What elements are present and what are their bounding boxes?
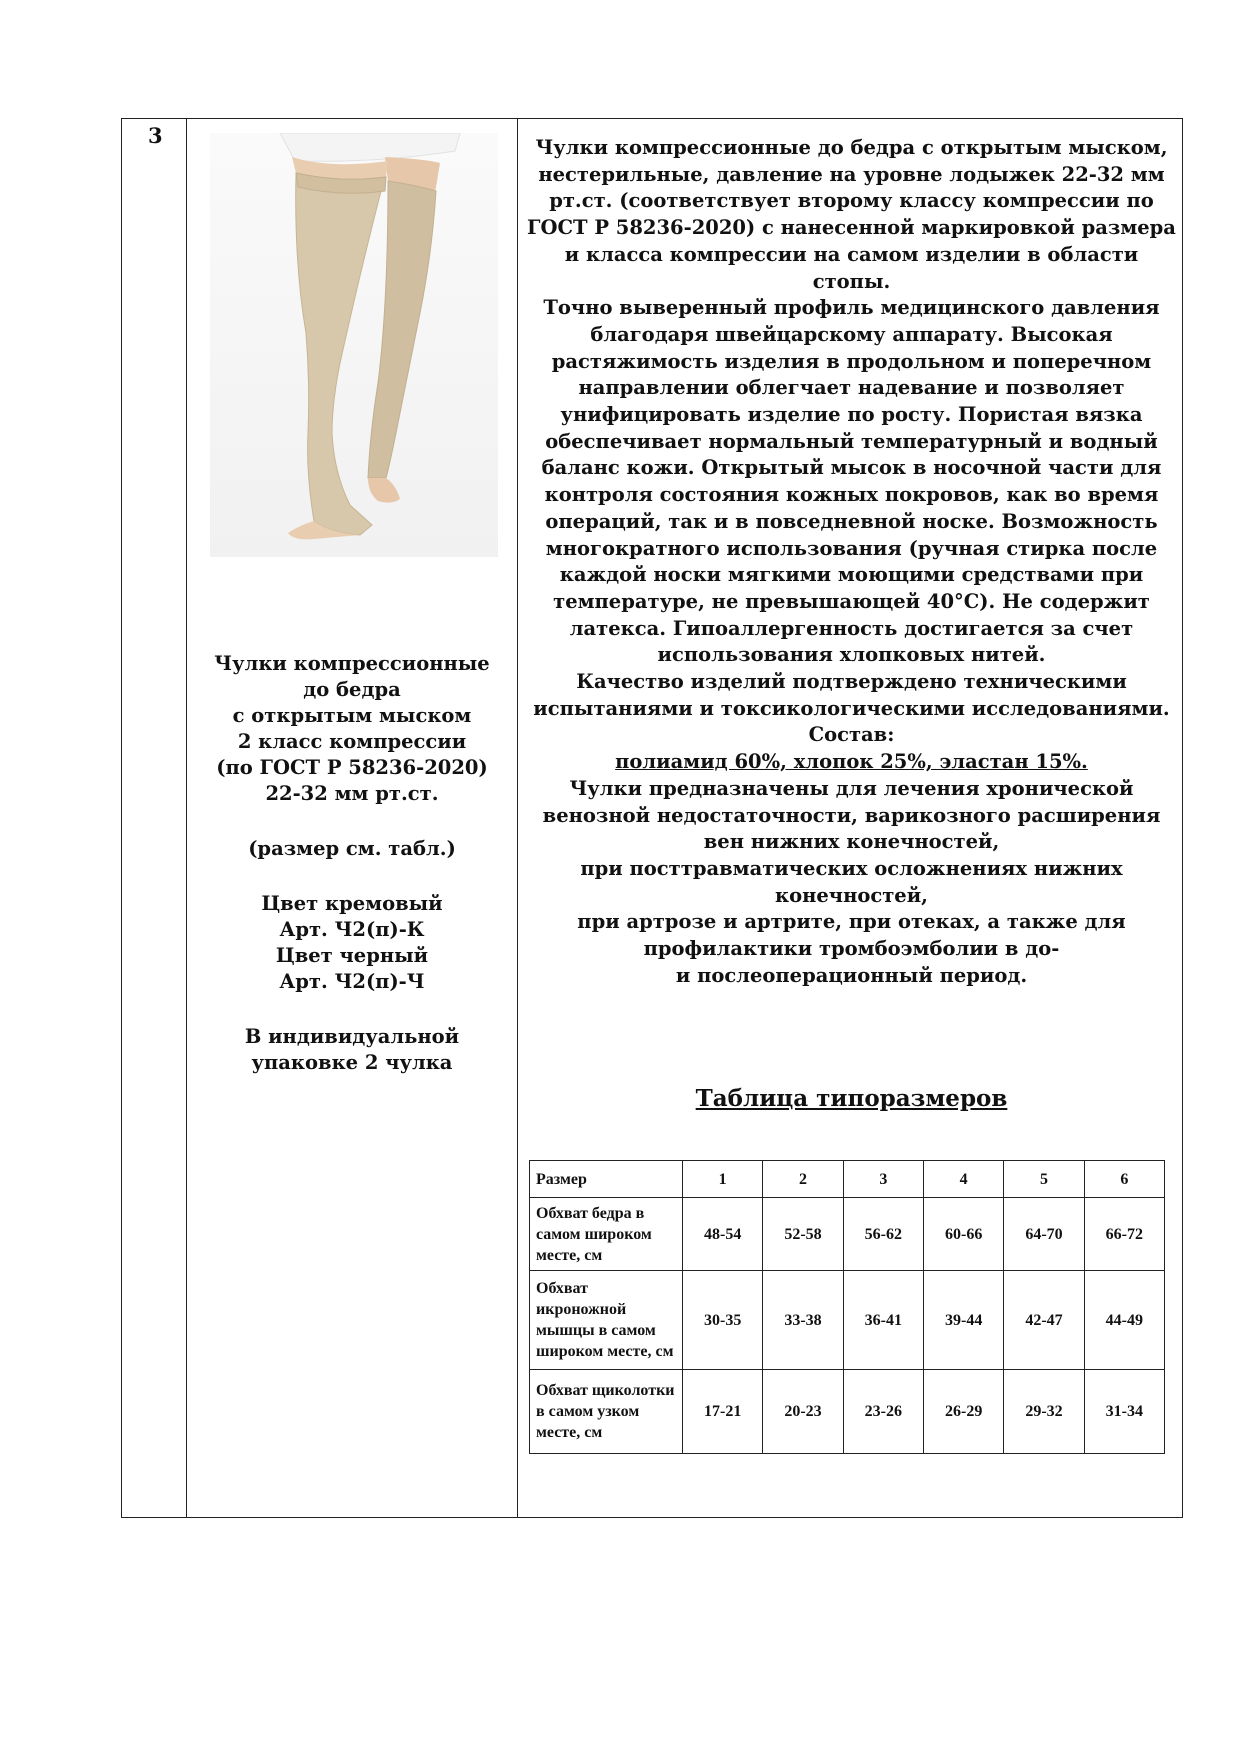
table-header-cell: 2 — [763, 1161, 843, 1198]
description-line: рт.ст. (соответствует второму классу компрессии по — [549, 189, 1154, 213]
table-cell: 26-29 — [923, 1370, 1003, 1454]
summary-line: с открытым мыском — [232, 704, 472, 727]
table-header-cell: Размер — [530, 1161, 683, 1198]
table-row — [530, 1370, 1165, 1454]
table-cell: 39-44 — [923, 1271, 1003, 1370]
indication-line: венозной недостаточности, варикозного расширения — [542, 803, 1161, 827]
table-cell: 60-66 — [923, 1198, 1003, 1271]
table-header-cell: 5 — [1004, 1161, 1084, 1198]
table-cell: 64-70 — [1004, 1198, 1084, 1271]
column-divider — [186, 119, 187, 1517]
row-label: Обхват щиколотки в самом узком месте, см — [530, 1370, 683, 1454]
table-cell: 42-47 — [1004, 1271, 1084, 1370]
table-cell: 44-49 — [1084, 1271, 1164, 1370]
description-line: растяжимость изделия в продольном и поперечном — [551, 349, 1152, 373]
article-line: Арт. Ч2(п)-Ч — [279, 970, 425, 993]
table-header-row — [530, 1161, 1165, 1198]
table-header-cell: 6 — [1084, 1161, 1164, 1198]
table-cell: 23-26 — [843, 1370, 923, 1454]
summary-line: 22-32 мм рт.ст. — [265, 782, 439, 805]
row-number: 3 — [148, 123, 163, 148]
stocking-illustration — [210, 133, 498, 557]
color-line: Цвет кремовый — [261, 892, 443, 915]
description-line: испытаниями и токсикологическими исследованиями. — [533, 696, 1170, 720]
table-header-cell: 3 — [843, 1161, 923, 1198]
compression-stocking-photo — [210, 133, 498, 557]
description-line: температуре, не превышающей 40°С). Не содержит — [553, 589, 1150, 613]
table-cell: 29-32 — [1004, 1370, 1084, 1454]
description-line: контроля состояния кожных покровов, как во время — [544, 483, 1159, 507]
table-cell: 48-54 — [683, 1198, 763, 1271]
indication-line: Чулки предназначены для лечения хронической — [569, 776, 1134, 800]
description-line: стопы. — [812, 269, 891, 293]
row-label: Обхват бедра в самом широком месте, см — [530, 1198, 683, 1271]
description-line: использования хлопковых нитей. — [657, 643, 1046, 667]
column-divider — [517, 119, 518, 1517]
description-line: благодаря швейцарскому аппарату. Высокая — [590, 322, 1113, 346]
packaging-line: В индивидуальной — [244, 1025, 460, 1048]
description-line: баланс кожи. Открытый мысок в носочной части для — [541, 456, 1162, 480]
description-line: операций, так и в повседневной носке. Возможность — [545, 509, 1158, 533]
indication-line: при артрозе и артрите, при отеках, а также для — [577, 910, 1126, 934]
indication-line: вен нижних конечностей, — [703, 830, 1000, 854]
description-line: и класса компрессии на самом изделии в области — [564, 242, 1139, 266]
table-cell: 17-21 — [683, 1370, 763, 1454]
table-cell: 30-35 — [683, 1271, 763, 1370]
description-line: ГОСТ Р 58236-2020) с нанесенной маркировкой размера — [527, 216, 1176, 240]
description-line: Точно выверенный профиль медицинского давления — [543, 296, 1160, 320]
description-line: обеспечивает нормальный температурный и водный — [545, 429, 1158, 453]
table-cell: 52-58 — [763, 1198, 843, 1271]
size-note: (размер см. табл.) — [248, 837, 456, 860]
description-line: Чулки компрессионные до бедра с открытым мыском, — [535, 136, 1168, 159]
composition-value: полиамид 60%, хлопок 25%, эластан 15%. — [615, 750, 1088, 774]
table-cell: 31-34 — [1084, 1370, 1164, 1454]
summary-line: (по ГОСТ Р 58236-2020) — [216, 756, 488, 779]
description-line: латекса. Гипоаллергенность достигается за счет — [569, 616, 1134, 640]
summary-line: Чулки компрессионные — [214, 652, 490, 675]
table-header-cell: 4 — [923, 1161, 1003, 1198]
table-row — [530, 1198, 1165, 1271]
table-cell: 33-38 — [763, 1271, 843, 1370]
color-line: Цвет черный — [275, 944, 429, 967]
description-line: направлении облегчает надевание и позволяет — [578, 376, 1125, 400]
packaging-line: упаковке 2 чулка — [251, 1051, 453, 1074]
size-table — [529, 1160, 1165, 1454]
description-line: нестерильные, давление на уровне лодыжек 22-32 мм — [538, 162, 1165, 186]
summary-line: 2 класс компрессии — [237, 730, 467, 753]
table-cell: 36-41 — [843, 1271, 923, 1370]
table-row — [530, 1271, 1165, 1370]
table-header-cell: 1 — [683, 1161, 763, 1198]
table-cell: 20-23 — [763, 1370, 843, 1454]
description-line: каждой носки мягкими моющими средствами при — [559, 563, 1144, 587]
summary-line: до бедра — [303, 678, 401, 701]
description-line: многократного использования (ручная стирка после — [545, 536, 1158, 560]
product-table — [121, 118, 1183, 1518]
product-description — [519, 135, 1184, 990]
row-label: Обхват икроножной мышцы в самом широком месте, см — [530, 1271, 683, 1370]
indication-line: профилактики тромбоэмболии в до- — [643, 937, 1060, 961]
size-table-title: Таблица типоразмеров — [695, 1085, 1008, 1112]
description-line: Качество изделий подтверждено техническими — [576, 670, 1127, 694]
table-cell: 66-72 — [1084, 1198, 1164, 1271]
indication-line: при посттравматических осложнениях нижних — [580, 856, 1123, 880]
indication-line: и послеоперационный период. — [675, 963, 1028, 987]
table-cell: 56-62 — [843, 1198, 923, 1271]
article-line: Арт. Ч2(п)-К — [279, 918, 425, 941]
indication-line: конечностей, — [775, 883, 928, 907]
composition-heading: Состав: — [808, 723, 895, 747]
product-summary — [188, 651, 516, 1076]
description-line: унифицировать изделие по росту. Пористая вязка — [560, 403, 1143, 427]
